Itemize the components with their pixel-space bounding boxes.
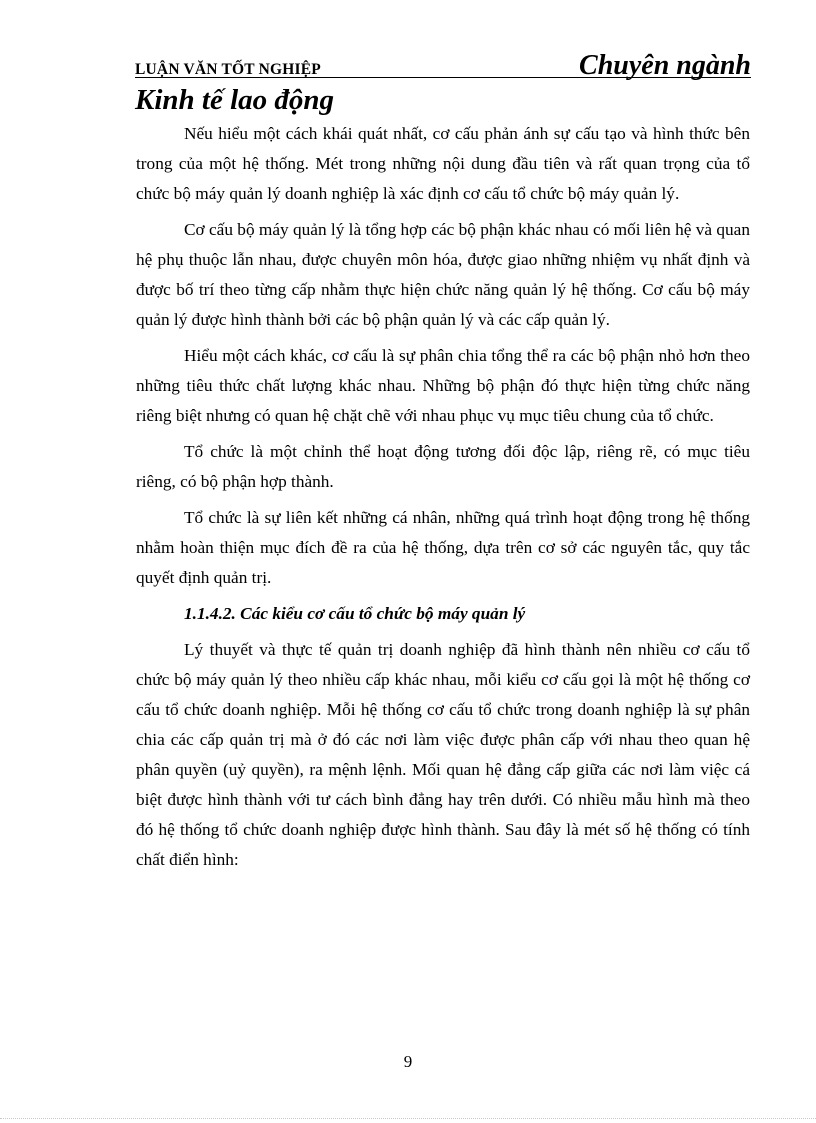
- paragraph: Lý thuyết và thực tế quản trị doanh nghiệp đã hình thành nên nhiều cơ cấu tổ chức bộ máy quản lý theo nhiều cấp khác nhau, mỗi kiểu cơ cấu gọi là một hệ thống cơ cấu tổ chức doanh nghiệp. Mỗi hệ thống cơ cấu tổ chức trong doanh nghiệp là sự phân chia các cấp quản trị mà ở đó các nơi làm việc được phân cấp với nhau theo quan hệ phân quyền (uỷ quyền), ra mệnh lệnh. Mối quan hệ đẳng cấp giữa các nơi làm việc cá biệt được hình thành với tư cách bình đẳng hay trên dưới. Có nhiều mẫu hình mà theo đó hệ thống tổ chức doanh nghiệp được hình thành. Sau đây là mét số hệ thống có tính chất điển hình:: [136, 640, 750, 869]
- header-rule: [135, 77, 751, 78]
- header-thesis-label: LUẬN VĂN TỐT NGHIỆP: [135, 61, 321, 78]
- paragraph: Hiểu một cách khác, cơ cấu là sự phân chia tổng thể ra các bộ phận nhỏ hơn theo những tiêu thức chất lượng khác nhau. Những bộ phận đó thực hiện từng chức năng riêng biệt nhưng có quan hệ chặt chẽ với nhau phục vụ mục tiêu chung của tổ chức.: [136, 346, 750, 425]
- header-major-label: Chuyên ngành: [579, 50, 751, 81]
- paragraph: Nếu hiểu một cách khái quát nhất, cơ cấu phản ánh sự cấu tạo và hình thức bên trong của một hệ thống. Mét trong những nội dung đầu tiên và rất quan trọng của tổ chức bộ máy quản lý doanh nghiệp là xác định cơ cấu tổ chức bộ máy quản lý.: [136, 124, 750, 203]
- paragraph: Cơ cấu bộ máy quản lý là tổng hợp các bộ phận khác nhau có mối liên hệ và quan hệ phụ thuộc lẫn nhau, được chuyên môn hóa, được giao những nhiệm vụ nhất định và được bố trí theo từng cấp nhằm thực hiện chức năng quản lý hệ thống. Cơ cấu bộ máy quản lý được hình thành bởi các bộ phận quản lý và các cấp quản lý.: [136, 220, 750, 329]
- footer-divider: [0, 1118, 816, 1119]
- header-subtitle: Kinh tế lao động: [135, 84, 335, 116]
- paragraph: Tổ chức là một chỉnh thể hoạt động tương đối độc lập, riêng rẽ, có mục tiêu riêng, có bộ phận hợp thành.: [136, 442, 750, 491]
- section-heading: 1.1.4.2. Các kiểu cơ cấu tổ chức bộ máy quản lý: [184, 604, 526, 623]
- document-body: [136, 119, 750, 881]
- page-number: 9: [403, 1052, 413, 1071]
- page-header: [135, 50, 751, 80]
- paragraph: Tổ chức là sự liên kết những cá nhân, những quá trình hoạt động trong hệ thống nhằm hoàn thiện mục đích đề ra của hệ thống, dựa trên cơ sở các nguyên tắc, quy tắc quyết định quản trị.: [136, 508, 750, 587]
